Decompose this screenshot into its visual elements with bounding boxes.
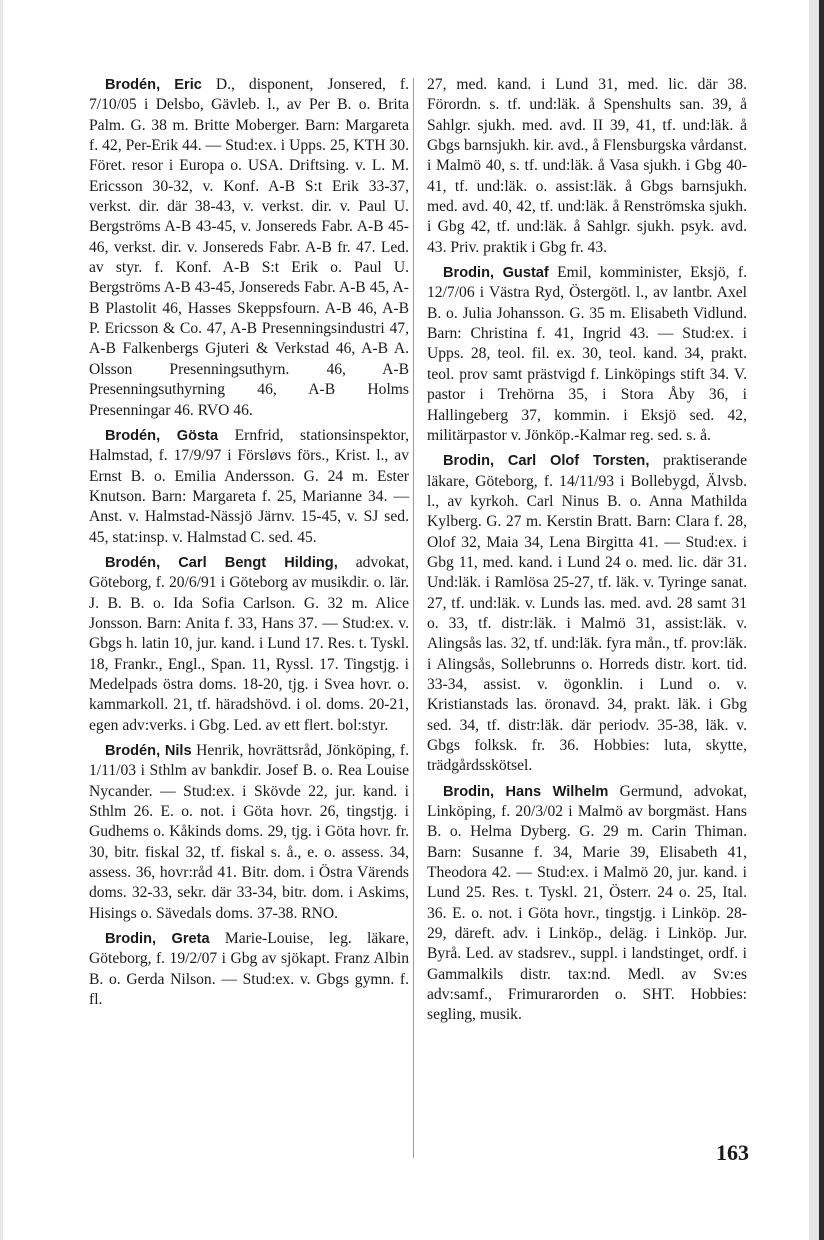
entry-name: Brodin, Hans Wilhelm [443, 783, 609, 800]
scan-edge-right-dark [819, 0, 824, 1240]
entry-name: Brodén, Carl Bengt Hilding, [105, 554, 338, 571]
left-column [89, 75, 409, 1015]
entry-text: Henrik, hovrättsråd, Jönköping, f. 1/11/03 i Sthlm av bankdir. Josef B. o. Rea Louise Nycander. — Stud:ex. i Skövde 22, jur. kand. i Sthlm 26. E. o. not. i Göta hovr. 26, tingstjg. i Gudhems o. Kåkinds doms. 29, tjg. i Göta hovr. fr. 30, bitr. fiskal 32, tf. fiskal s. å., e. o. assess. 34, assess. 36, hovr:råd 41. Bitr. dom. i Östra Värends doms. 32-33, sekr. där 33-34, bitr. dom. i Askims, Hisings o. Sävedals doms. 37-38. RNO. [89, 742, 410, 922]
entry-name: Brodén, Nils [105, 743, 192, 759]
entry-continued [427, 75, 747, 258]
entry-text: Marie-Louise, leg. läkare, Göteborg, f. 19/2/07 i Gbg av sjökapt. Franz Albin B. o. Gerda Nilson. — Stud:ex. v. Gbgs gymn. f. fl. [89, 930, 409, 1009]
entry-text: D., disponent, Jonsered, f. 7/10/05 i Delsbo, Gävleb. l., av Per B. o. Brita Palm. G. 38 m. Britte Moberger. Barn: Margareta f. 42, Per-Erik 44. — Stud:ex. i Upps. 25, KTH 30. Föret. resor i Europa o. USA. Driftsing. v. L. M. Ericsson 30-32, v. Konf. A-B S:t Erik 33-37, verkst. dir. där 38-43, v. verkst. dir. v. Paul U. Bergströms A-B 43-45, v. Jonsereds Fabr. A-B 45-46, verkst. dir. v. Jonsereds Fabr. A-B fr. 47. Led. av styr. f. Konf. A-B S:t Erik o. Paul U. Bergströms A-B 43-45, Jonsereds Fabr. A-B 45, A-B Plastolit 46, Hasses Skeppsfourn. A-B 46, A-B P. Ericsson & Co. 47, A-B Presenningsindustri 47, A-B Falkenbergs Gjuteri & Verkstad 46, A-B A. Olsson Presenningsuthyrn. 46, A-B Presenningsuthyrning 46, A-B Holms Presenningar 46. RVO 46. [89, 76, 409, 419]
entry-name: Brodin, Greta [105, 931, 210, 948]
entry-text: advokat, Göteborg, f. 20/6/91 i Göteborg av musikdir. o. lär. J. B. B. o. Ida Sofia Carlson. G. 32 m. Alice Jonsson. Barn: Anita f. 33, Hans 37. — Stud:ex. v. Gbgs h. latin 10, jur. kand. i Lund 17. Res. t. Tyskl. 18, Frankr., Engl., Span. 11, Ryssl. 17. Tingstjg. i Medelpads östra doms. 18-20, tjg. i Svea hovr. o. kammarkoll. 21, tf. häradshövd. i ol. doms. 20-21, egen adv:verks. i Gbg. Led. av ett flert. bol:styr. [89, 553, 409, 734]
column-divider [413, 78, 414, 1158]
page-number: 163 [716, 1140, 749, 1165]
entry-text: Germund, advokat, Linköping, f. 20/3/02 i Malmö av borgmäst. Hans B. o. Helma Dyberg. G. 29 m. Carin Thiman. Barn: Susanne f. 34, Marie 39, Elisabeth 41, Theodora 42. — Stud:ex. i Malmö 20, jur. kand. i Lund 25. Res. t. Tyskl. 21, Österr. 24 o. 25, Ital. 36. E. o. not. i Göta hovr., tingstjg. i Linköp. 28-29, däreft. adv. i Linköp., deläg. i Linköp. Jur. Byrå. Led. av stadsrev., suppl. i landstinget, ordf. i Gammalkils distr. tax:nd. Medl. av Sv:es adv:samf., Frimurarorden o. SHT. Hobbies: segling, musik. [427, 782, 747, 1024]
entry [89, 426, 409, 548]
entry-text: praktiserande läkare, Göteborg, f. 14/11/93 i Bollebygd, Älvsb. l., av kyrkoh. Carl Ninus B. o. Anna Mathilda Kylberg. G. 27 m. Kerstin Bratt. Barn: Clara f. 28, Olof 32, Maia 34, Lena Birgitta 41. — Stud:ex. i Gbg 11, med. kand. i Lund 24 o. med. lic. där 31. Und:läk. i Ramlösa 25-27, tf. läk. v. Tyringe sanat. 27, tf. und:läk. v. Lunds las. med. avd. 28 samt 31 o. 33, tf. distr:läk. i Malmö 31, assist:läk. v. Alingsås las. 32, tf. und:läk. fyra mån., tf. prov:läk. i Alingsås, Sollebrunns o. Horreds distr. kort. tid. 33-34, assist. v. ögonklin. i Lund o. v. Kristianstads las. öronavd. 34, prakt. läk. i Gbg sed. 34, tf. distr:läk. där periodv. 35-38, läk. v. Gbgs folksk. fr. 36. Hobbies: luta, skytte, trädgårdsskötsel. [427, 452, 747, 775]
entry [89, 741, 409, 924]
entry [427, 451, 747, 777]
entry-name: Brodin, Gustaf [443, 265, 549, 282]
entry-text: Emil, komminister, Eksjö, f. 12/7/06 i Västra Ryd, Östergötl. l., av lantbr. Axel B. o. Julia Johansson. G. 35 m. Elisabeth Vidlund. Barn: Christina f. 41, Ingrid 43. — Stud:ex. i Upps. 28, teol. fil. ex. 30, teol. kand. 34, prakt. teol. prov samt prästvigd f. Linköpings stift 34. V. pastor i Trehörna 35, i Stora Åby 36, i Hallingeberg 37, kommin. i Eksjö sed. 42, militärpastor v. Jönköp.-Kalmar reg. sed. s. å. [427, 264, 747, 444]
right-column [427, 75, 747, 1031]
scan-edge-left [0, 0, 3, 1240]
entry [427, 782, 747, 1026]
entry [89, 75, 409, 421]
entry-name: Brodén, Gösta [105, 427, 219, 444]
entry-text: 27, med. kand. i Lund 31, med. lic. där 38. Förordn. s. tf. und:läk. å Spenshults san. 39, å Sahlgr. sjukh. med. avd. II 39, 41, tf. und:läk. å Gbgs barnsjukh. kir. avd., å Flensburgska vårdanst. i Malmö 40, s. tf. und:läk. å Vasa sjukh. i Gbg 40-41, tf. und:läk. o. assist:läk. å Gbgs barnsjukh. med. avd. 40, 42, tf. und:läk. å Renströmska sjukh. i Gbg 42, tf. und:läk. å Sahlgr. sjukh. psyk. avd. 43. Priv. praktik i Gbg fr. 43. [427, 76, 747, 256]
entry-text: Ernfrid, stationsinspektor, Halmstad, f. 17/9/97 i Försløvs förs., Krist. l., av Ernst B. o. Emilia Andersson. G. 24 m. Ester Knutson. Barn: Margareta f. 25, Marianne 34. — Anst. v. Halmstad-Nässjö Järnv. 15-45, v. SJ sed. 45, stat:insp. v. Halmstad C. sed. 45. [89, 426, 410, 546]
entry [89, 553, 409, 736]
entry [427, 263, 747, 446]
entry-name: Brodin, Carl Olof Torsten, [443, 453, 650, 470]
entry-name: Brodén, Eric [105, 77, 202, 93]
entry [89, 929, 409, 1010]
